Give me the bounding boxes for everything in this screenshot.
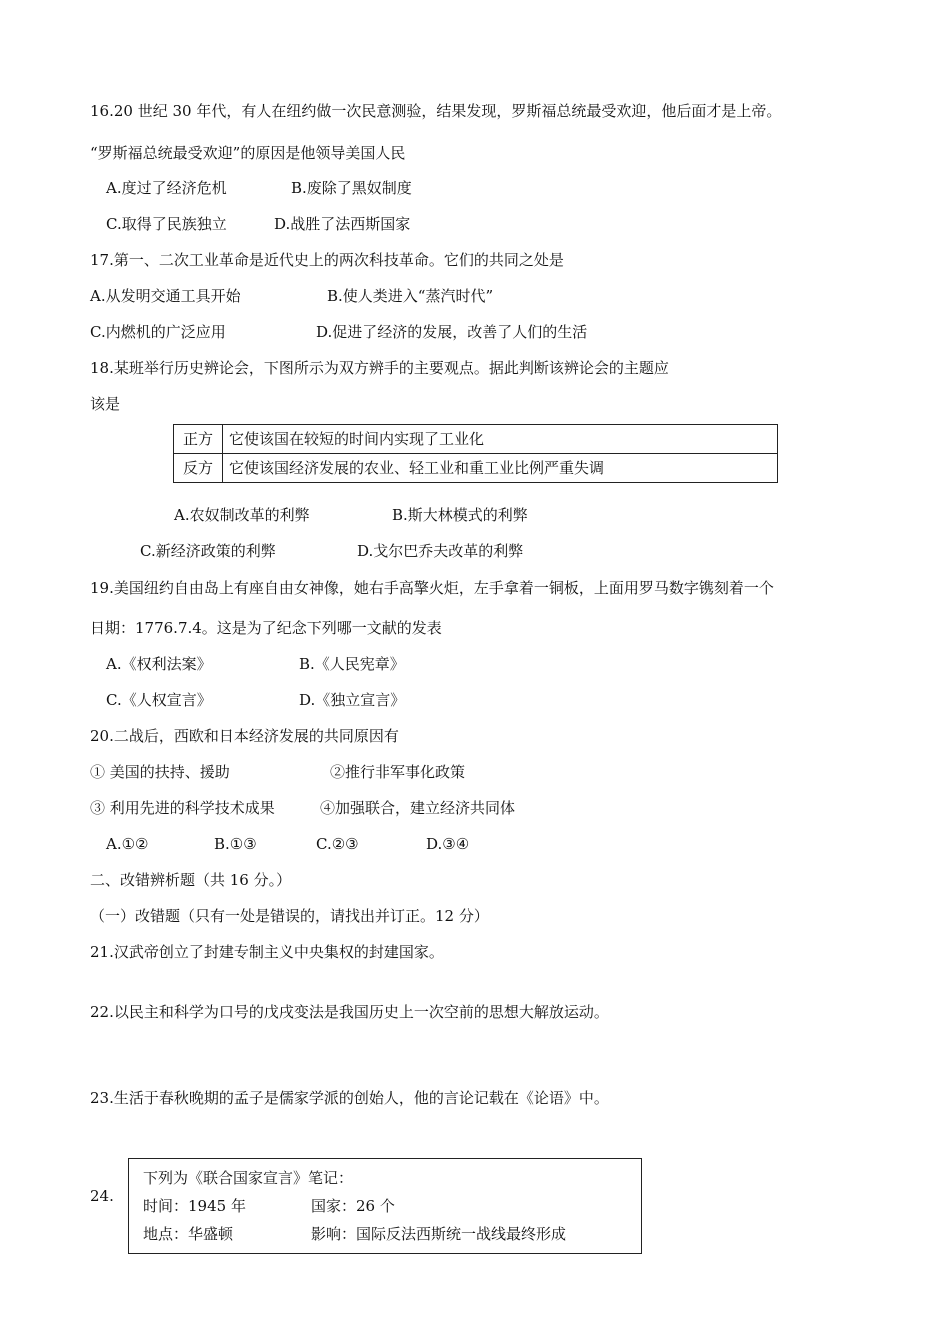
q17-option-c: C.内燃机的广泛应用 <box>90 323 226 341</box>
section-title: 二、改错辨析题（共 16 分。） <box>90 871 292 889</box>
q20-item-1: ① 美国的扶持、援助 <box>90 763 230 781</box>
notes-heading: 下列为《联合国家宣言》笔记： <box>143 1169 354 1187</box>
q19-option-b: B.《人民宪章》 <box>299 655 405 673</box>
notes-place: 地点：华盛顿 <box>143 1225 234 1243</box>
q20-option-b: B.①③ <box>214 835 257 853</box>
q17-stem: 17.第一、二次工业革命是近代史上的两次科技革命。它们的共同之处是 <box>90 251 564 269</box>
q19-option-c: C.《人权宣言》 <box>106 691 212 709</box>
q19-option-d: D.《独立宣言》 <box>299 691 406 709</box>
q17-option-a: A.从发明交通工具开始 <box>90 287 241 305</box>
q16-stem-line1: 16.20 世纪 30 年代，有人在纽约做一次民意测验，结果发现，罗斯福总统最受欢迎，他后面才是上帝。 <box>90 102 782 120</box>
q18-stem-line2: 该是 <box>90 395 121 413</box>
debate-view-con: 它使该国经济发展的农业、轻工业和重工业比例严重失调 <box>223 454 778 483</box>
table-row <box>174 454 778 483</box>
q18-stem-line1: 18.某班举行历史辨论会，下图所示为双方辨手的主要观点。据此判断该辨论会的主题应 <box>90 359 669 377</box>
q23-stem: 23.生活于春秋晚期的孟子是儒家学派的创始人，他的言论记载在《论语》中。 <box>90 1089 609 1107</box>
q16-option-d: D.战胜了法西斯国家 <box>274 215 411 233</box>
q18-option-b: B.斯大林模式的利弊 <box>392 506 528 524</box>
debate-view-pro: 它使该国在较短的时间内实现了工业化 <box>223 425 778 454</box>
q19-option-a: A.《权利法案》 <box>106 655 212 673</box>
notes-countries: 国家：26 个 <box>311 1197 395 1215</box>
q18-option-d: D.戈尔巴乔夫改革的利弊 <box>357 542 524 560</box>
notes-time: 时间：1945 年 <box>143 1197 246 1215</box>
q22-stem: 22.以民主和科学为口号的戊戌变法是我国历史上一次空前的思想大解放运动。 <box>90 1003 609 1021</box>
q20-item-3: ③ 利用先进的科学技术成果 <box>90 799 275 817</box>
q16-option-b: B.废除了黑奴制度 <box>291 179 412 197</box>
notes-box <box>128 1158 642 1254</box>
q17-option-b: B.使人类进入“蒸汽时代” <box>327 287 494 305</box>
debate-side-con: 反方 <box>174 454 223 483</box>
q24-number: 24. <box>90 1187 114 1205</box>
q17-option-d: D.促进了经济的发展，改善了人们的生活 <box>316 323 588 341</box>
q18-option-c: C.新经济政策的利弊 <box>140 542 276 560</box>
notes-impact: 影响：国际反法西斯统一战线最终形成 <box>311 1225 567 1243</box>
debate-table <box>173 424 778 483</box>
debate-side-pro: 正方 <box>174 425 223 454</box>
q16-option-c: C.取得了民族独立 <box>106 215 227 233</box>
q20-stem: 20.二战后，西欧和日本经济发展的共同原因有 <box>90 727 399 745</box>
table-row <box>174 425 778 454</box>
q20-item-2: ②推行非军事化政策 <box>330 763 466 781</box>
q16-stem-line2: “罗斯福总统最受欢迎”的原因是他领导美国人民 <box>90 144 406 162</box>
q19-stem-line1: 19.美国纽约自由岛上有座自由女神像，她右手高擎火炬，左手拿着一铜板，上面用罗马数字镌刻着一个 <box>90 579 774 597</box>
q16-option-a: A.度过了经济危机 <box>106 179 227 197</box>
q20-option-c: C.②③ <box>316 835 359 853</box>
q20-option-a: A.①② <box>106 835 149 853</box>
section-subtitle: （一）改错题（只有一处是错误的，请找出并订正。12 分） <box>90 907 489 925</box>
q21-stem: 21.汉武帝创立了封建专制主义中央集权的封建国家。 <box>90 943 444 961</box>
q20-item-4: ④加强联合，建立经济共同体 <box>320 799 516 817</box>
q20-option-d: D.③④ <box>426 835 470 853</box>
q19-stem-line2: 日期：1776.7.4。这是为了纪念下列哪一文献的发表 <box>90 619 442 637</box>
q18-option-a: A.农奴制改革的利弊 <box>174 506 310 524</box>
